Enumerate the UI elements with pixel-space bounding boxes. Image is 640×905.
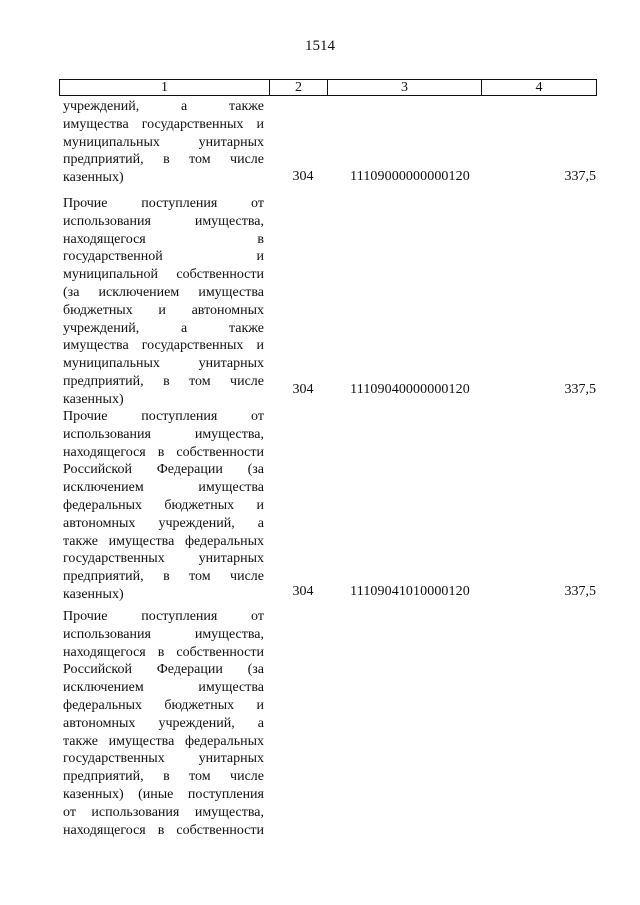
row-kbk: 11109000000000120: [350, 169, 470, 184]
description-line: находящегося в: [63, 231, 264, 247]
description-line: Прочие поступления от: [63, 409, 264, 424]
description-line: использования имущества,: [63, 426, 264, 442]
row-description: [63, 98, 264, 187]
description-line: казенных): [63, 170, 124, 186]
description-line: находящегося в собственности: [63, 444, 264, 460]
description-line: учреждений, а также: [63, 320, 264, 336]
row-description: [63, 608, 264, 839]
table-header: [59, 79, 597, 96]
row-amount: 337,5: [564, 382, 596, 397]
description-line: имущества государственных и: [63, 338, 264, 354]
description-line: находящегося в собственности: [63, 644, 264, 660]
description-line: бюджетных и автономных: [63, 302, 264, 318]
description-line: также имущества федеральных: [63, 533, 264, 549]
description-line: исключением имущества: [63, 480, 264, 496]
description-line: автономных учреждений, а: [63, 515, 264, 531]
description-line: Прочие поступления от: [63, 196, 264, 211]
description-line: федеральных бюджетных и: [63, 497, 264, 513]
description-line: Российской Федерации (за: [63, 662, 264, 678]
description-line: использования имущества,: [63, 213, 264, 229]
page-number: 1514: [305, 38, 335, 54]
row-description: [63, 408, 264, 604]
row-kbk: 11109040000000120: [350, 382, 470, 397]
description-line: Прочие поступления от: [63, 609, 264, 624]
description-line: казенных): [63, 586, 124, 602]
description-line: предприятий, в том числе: [63, 569, 264, 585]
row-description: [63, 195, 264, 409]
row-code: 304: [292, 584, 314, 599]
description-line: муниципальных унитарных: [63, 356, 264, 372]
row-amount: 337,5: [564, 169, 596, 184]
header-col-1: 1: [60, 80, 270, 95]
header-col-2: 2: [270, 80, 328, 95]
header-col-4: 4: [535, 80, 543, 95]
description-line: имущества государственных и: [63, 116, 264, 132]
description-line: учреждений, а также: [63, 99, 264, 114]
description-line: государственных унитарных: [63, 551, 264, 567]
description-line: казенных): [63, 391, 124, 407]
description-line: Российской Федерации (за: [63, 462, 264, 478]
description-line: государственных унитарных: [63, 751, 264, 767]
row-kbk: 11109041010000120: [350, 584, 470, 599]
description-line: государственной и: [63, 249, 264, 265]
description-line: от использования имущества,: [63, 804, 264, 820]
description-line: автономных учреждений, а: [63, 715, 264, 731]
description-line: использования имущества,: [63, 626, 264, 642]
description-line: исключением имущества: [63, 680, 264, 696]
row-amount: 337,5: [564, 584, 596, 599]
header-col-3: 3: [328, 80, 482, 95]
description-line: находящегося в собственности: [63, 822, 264, 838]
description-line: муниципальной собственности: [63, 267, 264, 283]
description-line: предприятий, в том числе: [63, 769, 264, 785]
row-code: 304: [292, 382, 314, 397]
description-line: федеральных бюджетных и: [63, 697, 264, 713]
description-line: также имущества федеральных: [63, 733, 264, 749]
row-code: 304: [292, 169, 314, 184]
description-line: казенных) (иные поступления: [63, 786, 264, 802]
description-line: предприятий, в том числе: [63, 152, 264, 168]
description-line: предприятий, в том числе: [63, 373, 264, 389]
description-line: (за исключением имущества: [63, 284, 264, 300]
description-line: муниципальных унитарных: [63, 134, 264, 150]
